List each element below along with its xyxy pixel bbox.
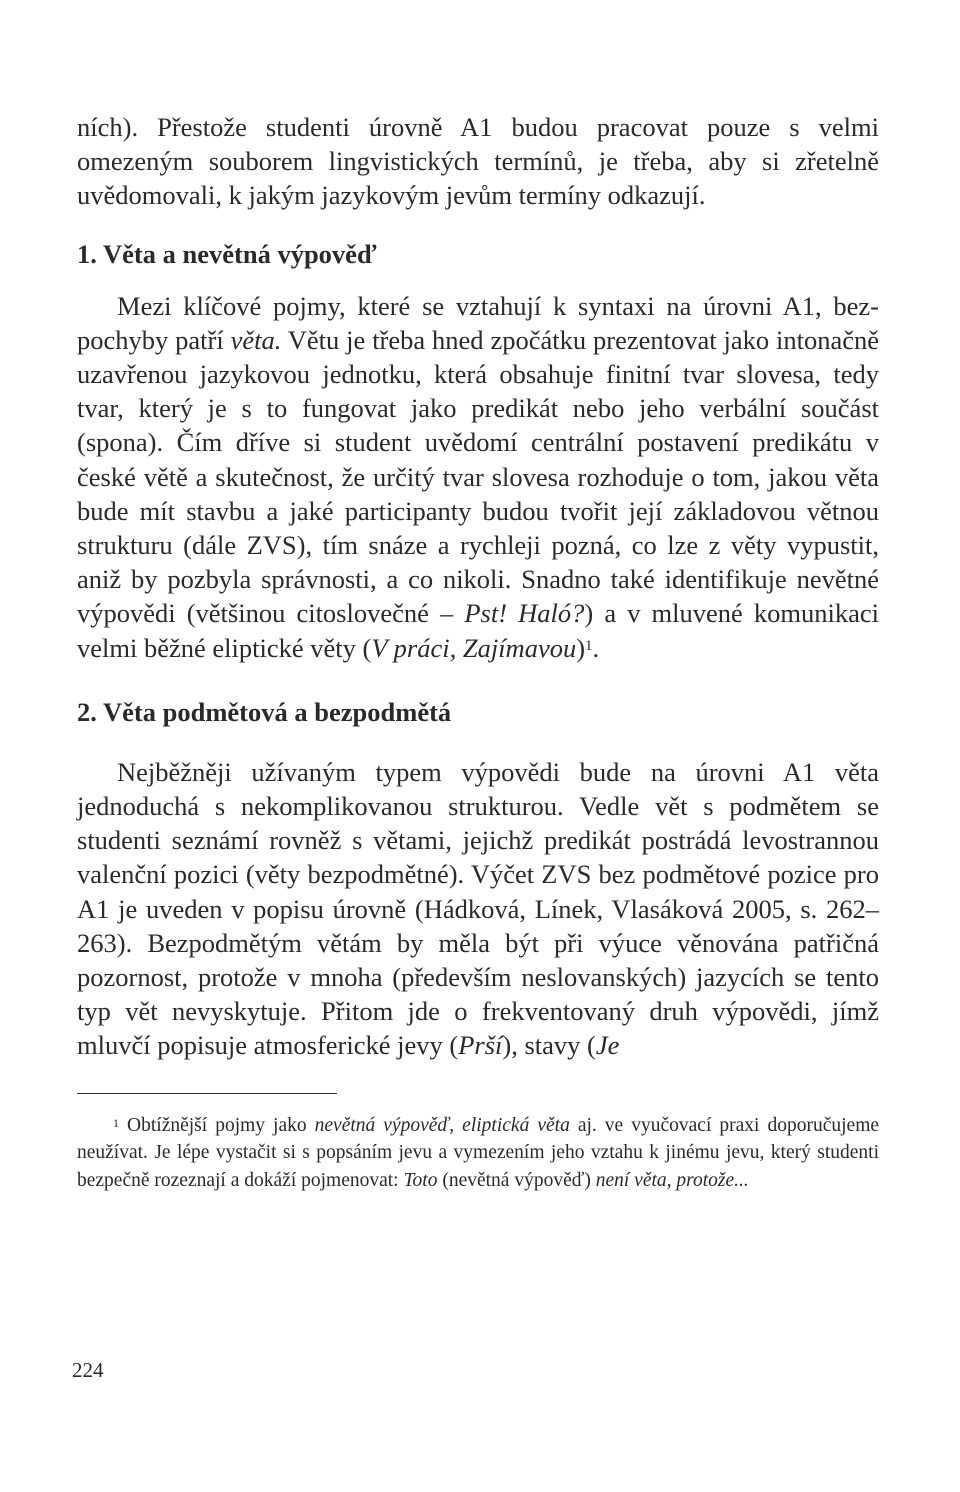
fn-term-1: nevětná výpověď, eliptická věta xyxy=(314,1114,570,1136)
footnote-separator xyxy=(77,1093,337,1094)
footnote-mark: 1 xyxy=(113,1115,119,1130)
fn-term-toto: Toto xyxy=(403,1169,438,1191)
s1-text-end: ) xyxy=(576,632,586,663)
page-body xyxy=(77,110,879,1194)
section-heading-2: 2. Věta podmětová a bezpodmětá xyxy=(77,696,452,727)
fn-text-mid: aj. ve vyučovací praxi doporučujeme neužívat. Je lépe vystačit si s popsáním jevu a vymezením jeho vztahu k jinému jevu, který studenti bezpečně rozeznají a dokáží pojmenovat: xyxy=(77,1114,880,1191)
s1-text-start: Mezi klíčové pojmy, které se vztahují k syntaxi na úrovni A1, bezpochyby patří xyxy=(77,290,879,355)
s1-example-vpraci: V práci, Zajímavou xyxy=(371,632,577,663)
s1-text-after-pst: ) a v mluvené komunikaci velmi běžné eliptické věty ( xyxy=(77,598,880,663)
section1-paragraph xyxy=(77,289,879,665)
s2-text-tail: ), stavy ( xyxy=(502,1030,596,1061)
s2-example-prsi: Prší xyxy=(458,1030,503,1061)
footnote xyxy=(77,1112,879,1195)
s1-period: . xyxy=(592,632,600,663)
page-number: 224 xyxy=(72,1358,104,1382)
s2-example-je: Je xyxy=(595,1030,620,1061)
s2-text-main: Nejběžněji užívaným typem výpovědi bude na úrovni A1 věta jednoduchá s nekomplikovanou strukturou. Vedle vět s podmětem se studenti seznámí rovněž s větami, jejichž predikát postrádá levostrannou valenční pozici (věty bezpodmětné). Výčet ZVS bez podmětové pozice pro A1 je uveden v popisu úrovně (Hádková, Línek, Vlasáková 2005, s. 262–263). Bezpodmětým větám by měla být při výuce věnována patřičná pozornost, protože v mnoha (především neslovanských) jazycích se tento typ vět nevyskytuje. Přitom jde o frekventovaný druh výpovědi, jímž mluvčí popisuje atmosferické jevy ( xyxy=(77,756,879,1061)
s1-text-middle: Větu je třeba hned zpočátku prezentovat jako intonačně uzavřenou jazykovou jednotku, která obsahuje finitní tvar slovesa, tedy tvar, který je s to fungovat jako predikát nebo jeho verbální součást (spona). Čím dříve si student uvědomí centrální postavení predikátu v české větě a skutečnost, že určitý tvar slovesa rozhoduje o tom, jakou věta bude mít stavbu a jaké participanty budou tvořit její základovou větnou strukturu (dále ZVS), tím snáze a rychleji pozná, co lze z věty vypustit, aniž by pozbyla správnosti, a co nikoli. Snadno také identifikuje nevětné výpovědi (většinou citoslovečné – xyxy=(77,324,879,629)
fn-text-start: Obtížnější pojmy jako xyxy=(127,1114,315,1136)
intro-paragraph: ních). Přestože studenti úrovně A1 budou pracovat pouze s velmi omezeným souborem lingvistických termínů, je třeba, aby si zřetelně uvědomovali, k jakým jazykovým jevům termíny odkazují. xyxy=(77,112,879,211)
fn-text-paren: (nevětná výpověď) xyxy=(437,1169,596,1191)
section2-paragraph xyxy=(77,755,879,1063)
s1-term-veta: věta. xyxy=(230,324,282,355)
section-heading-1: 1. Věta a nevětná výpověď xyxy=(77,238,377,269)
footnote-reference[interactable]: 1 xyxy=(585,637,593,654)
s1-example-pst: Pst! Haló? xyxy=(464,598,585,629)
fn-term-end: není věta, protože... xyxy=(595,1169,749,1191)
